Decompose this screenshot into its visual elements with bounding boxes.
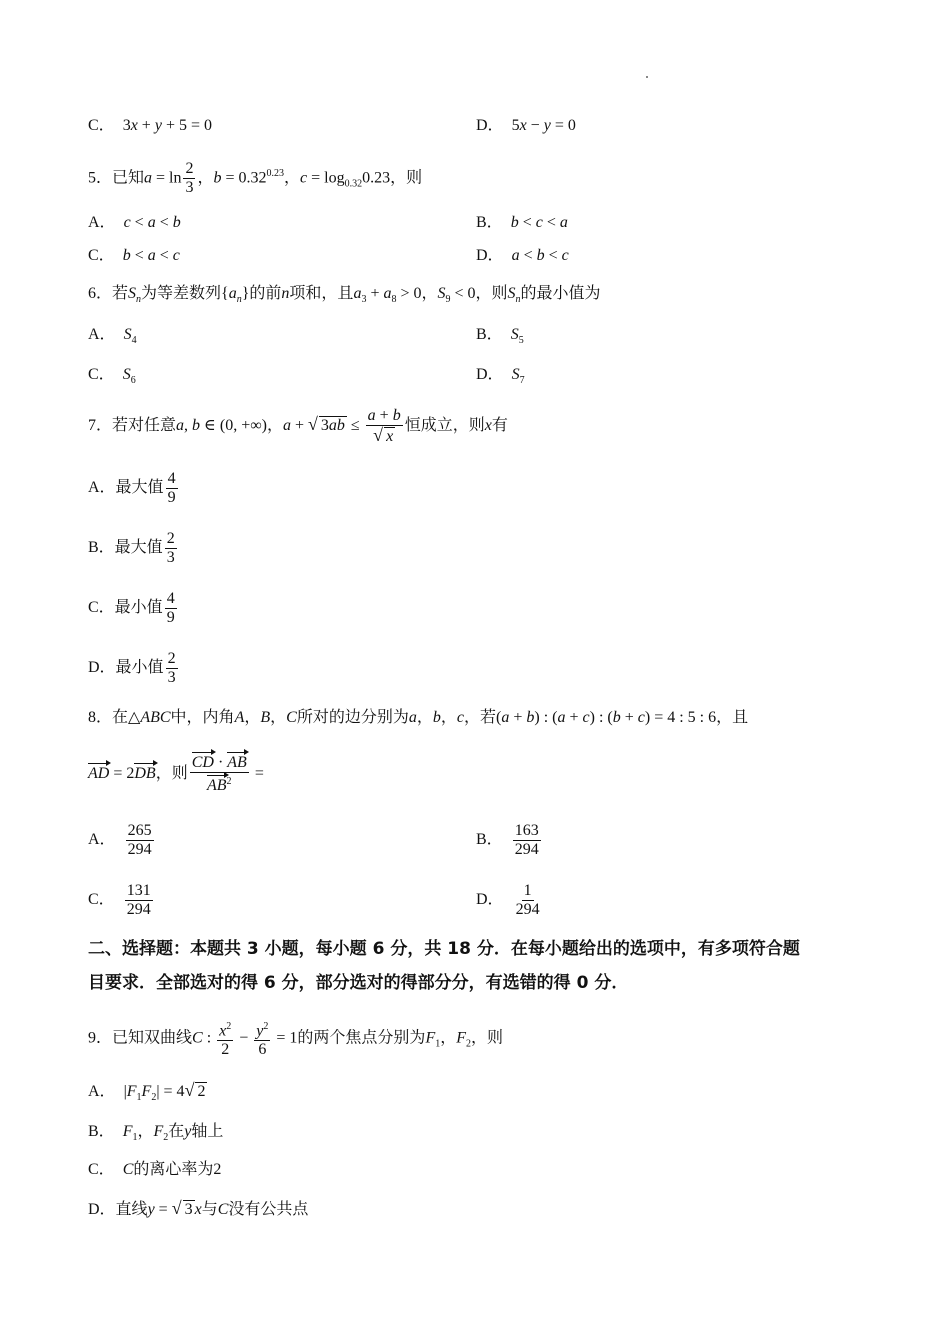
q7-option-a: A．最大值 $\frac{4}{9}$ xyxy=(88,469,176,506)
q6-option-c: C． $S_6$ xyxy=(88,366,136,387)
fraction: $\frac{2}{3}$ xyxy=(167,649,176,686)
q9-option-c: C． C的离心率为2 xyxy=(88,1161,222,1178)
q8-option-a: A． $\frac{265}{294}$ xyxy=(88,821,152,858)
fraction: $\frac{2}{3}$ xyxy=(166,529,175,566)
q7-stem: 7．若对任意a, b ∈ (0, +∞)，a + √ 3ab ≤ $\frac{a + b}{√ x}$ 恒成立，则x有 xyxy=(88,406,508,445)
fraction: $\frac{131}{294}$ xyxy=(126,881,151,918)
q8-stem-line1: 8．在△ABC中，内角A，B，C所对的边分别为a，b，c，若(a + b) : (a + c) : (b + c) = 4 : 5 : 6，且 xyxy=(88,709,749,726)
fraction: $\frac{163}{294}$ xyxy=(514,821,539,858)
q9-stem: 9．已知双曲线C : $\frac{x^2}{2}$ − $\frac{y^2}{6}$ = 1的两个焦点分别为$F_1$，$F_2$，则 xyxy=(88,1018,503,1065)
q8-stem-line2: AD = 2DB，则 $\frac{CD \cdot AB}{AB^2}$ = xyxy=(88,753,264,794)
fraction: $\frac{2}{3}$ xyxy=(185,160,194,197)
fraction: $\frac{4}{9}$ xyxy=(167,469,176,506)
section-heading: 二、选择题：本题共 3 小题，每小题 6 分，共 18 分．在每小题给出的选项中，有多项符合题 目要求．全部选对的得 6 分，部分选对的得部分分，有选错的得 0 分． xyxy=(88,939,800,993)
q5-stem: 5．已知a = ln $\frac{2}{3}$ ，$b = 0.32^{0.23}$，$c = \log_{0.32}0.23$，则 xyxy=(88,160,423,197)
q5-option-a: A． c < a < b xyxy=(88,214,181,231)
fraction: $\frac{CD \cdot AB}{AB^2}$ xyxy=(191,753,247,794)
q9-option-a: A． $|F_1F_2| = 4√$ 2 xyxy=(88,1080,206,1104)
fraction: $\frac{x^2}{2}$ xyxy=(217,1018,233,1059)
q9-option-b: B． $F_1$，$F_2$在y轴上 xyxy=(88,1123,224,1144)
q5-option-c: C． b < a < c xyxy=(88,247,180,264)
q9-option-d: D．直线y = √ 3 x与C没有公共点 xyxy=(88,1198,309,1218)
fraction: $\frac{265}{294}$ xyxy=(127,821,152,858)
q6-option-d: D． $S_7$ xyxy=(476,366,525,387)
q4-option-c: C． 3x + y + 5 = 0 xyxy=(88,117,212,134)
q6-stem: 6．若$S_n$为等差数列$\{a_n\}$的前n项和，且$a_3 + a_8 > 0$，$S_9 < 0$，则$S_n$的最小值为 xyxy=(88,285,601,306)
q4-option-d: D． 5x − y = 0 xyxy=(476,117,576,134)
q7-option-b: B．最大值 $\frac{2}{3}$ xyxy=(88,529,175,566)
fraction: $\frac{1}{294}$ xyxy=(515,881,540,918)
fraction: $\frac{y^2}{6}$ xyxy=(254,1018,270,1059)
q8-option-d: D． $\frac{1}{294}$ xyxy=(476,881,540,918)
q7-option-d: D．最小值 $\frac{2}{3}$ xyxy=(88,649,176,686)
q5-option-b: B． b < c < a xyxy=(476,214,568,231)
q6-option-a: A． $S_4$ xyxy=(88,326,137,347)
fraction: $\frac{4}{9}$ xyxy=(166,589,175,626)
q6-option-b: B． $S_5$ xyxy=(476,326,524,347)
q8-option-c: C． $\frac{131}{294}$ xyxy=(88,881,151,918)
q5-option-d: D． a < b < c xyxy=(476,247,569,264)
stray-dot xyxy=(646,76,648,78)
q7-option-c: C．最小值 $\frac{4}{9}$ xyxy=(88,589,175,626)
fraction: $\frac{a + b}{√ x}$ xyxy=(367,406,401,445)
q8-option-b: B． $\frac{163}{294}$ xyxy=(476,821,539,858)
